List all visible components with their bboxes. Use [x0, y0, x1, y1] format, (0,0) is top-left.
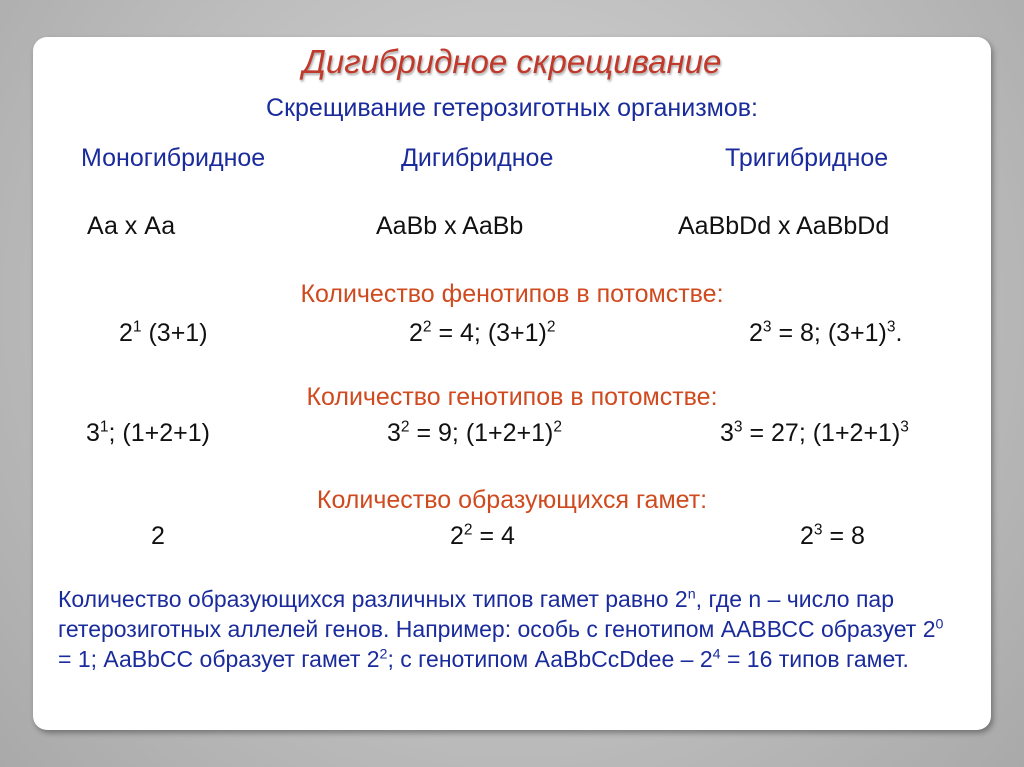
cross-di: AaBb x AaBb	[376, 212, 524, 240]
phenotypes-tri: $2^3 = 8$; $(3+1)^3$.	[749, 318, 903, 347]
slide	[33, 37, 991, 730]
explanation-note: Количество образующихся различных типов гамет равно 2$^n$, где n – число пар гетерозиготных аллелей генов. Например: особь с генотипом ААВВСС образует $2^0 = 1$; АаВbСС образует гамет $2^2$; с генотипом АаВbСcDdee – $2^4 = 16$ типов гамет.	[58, 586, 944, 672]
gametes-di: $2^2 = 4$	[450, 521, 515, 550]
phenotypes-heading: Количество фенотипов в потомстве:	[300, 280, 724, 308]
phenotypes-di: $2^2 = 4$; $(3+1)^2$	[409, 318, 556, 347]
gametes-tri: $2^3 = 8$	[800, 521, 865, 550]
slide-title: Дигибридное скрещивание	[302, 43, 722, 80]
gametes-mono: 2	[151, 522, 165, 550]
cross-tri: AaBbDd x AaBbDd	[678, 212, 890, 240]
column-tri-heading: Тригибридное	[725, 144, 889, 172]
gametes-heading: Количество образующихся гамет:	[316, 486, 708, 514]
cross-mono: Аа х Аа	[87, 212, 176, 240]
genotypes-di: $3^2 = 9$; $(1+2+1)^2$	[387, 418, 563, 447]
slide-subtitle: Скрещивание гетерозиготных организмов:	[266, 94, 758, 122]
genotypes-heading: Количество генотипов в потомстве:	[306, 383, 718, 411]
column-di-heading: Дигибридное	[401, 144, 554, 172]
phenotypes-mono: $2^1$ (3+1)	[119, 318, 208, 347]
genotypes-mono: $3^1$; (1+2+1)	[86, 418, 210, 447]
column-mono-heading: Моногибридное	[81, 144, 266, 172]
genotypes-tri: $3^3 = 27$; $(1+2+1)^3$	[720, 418, 909, 447]
